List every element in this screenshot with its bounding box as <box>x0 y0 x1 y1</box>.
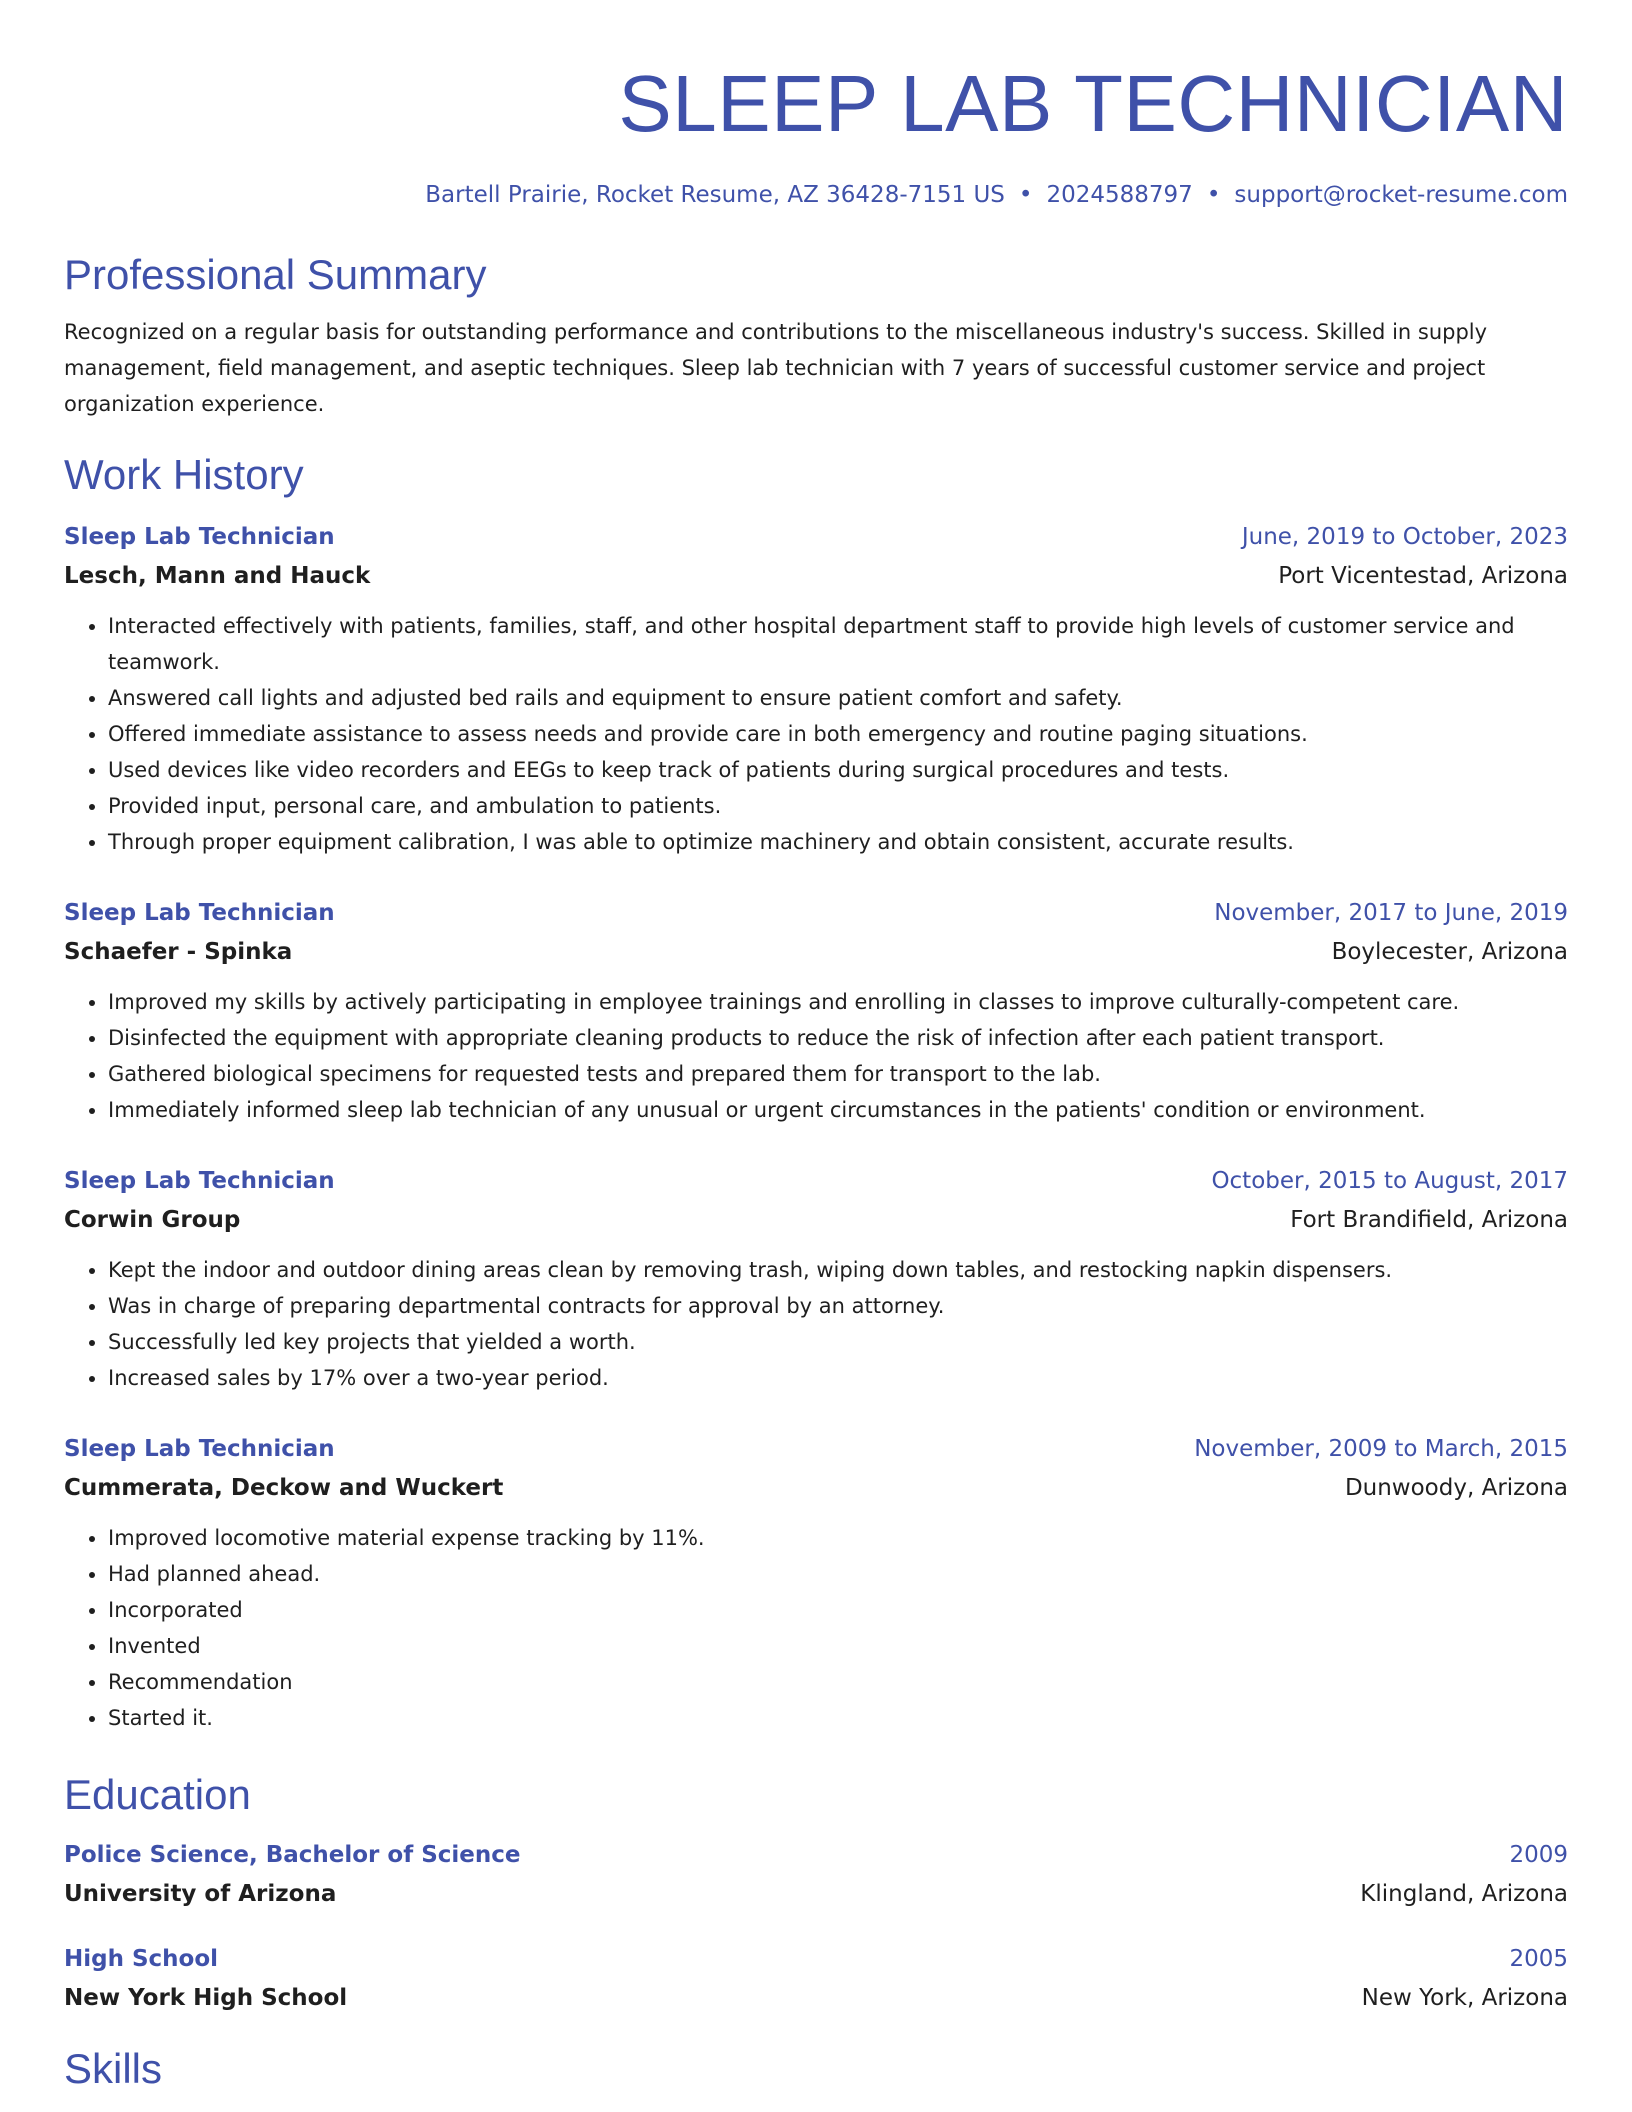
education-year: 2009 <box>1509 1842 1568 1868</box>
education-degree: Police Science, Bachelor of Science <box>64 1842 521 1868</box>
job-bullet: • Increased sales by 17% over a two-year period. <box>108 1360 1568 1396</box>
job-company: Corwin Group <box>64 1207 241 1233</box>
job-bullets <box>64 608 1568 860</box>
contact-separator: • <box>1018 182 1033 208</box>
job-company: Schaefer - Spinka <box>64 939 293 965</box>
job-title: Sleep Lab Technician <box>64 900 335 926</box>
job-bullet: • Invented <box>108 1628 1568 1664</box>
summary-heading: Professional Summary <box>64 251 487 298</box>
job-bullet: • Improved locomotive material expense tracking by 11%. <box>108 1520 1568 1556</box>
job-bullet: • Answered call lights and adjusted bed rails and equipment to ensure patient comfort and safety. <box>108 680 1568 716</box>
contact-separator: • <box>1206 182 1221 208</box>
job-location: Dunwoody, Arizona <box>1344 1475 1568 1501</box>
job-location: Port Vicentestad, Arizona <box>1278 563 1568 589</box>
resume-title: SLEEP LAB TECHNICIAN <box>618 59 1568 148</box>
job-location: Boylecester, Arizona <box>1331 939 1568 965</box>
education-location: New York, Arizona <box>1361 1985 1568 2011</box>
education-school: University of Arizona <box>64 1881 337 1907</box>
job-entry <box>64 518 1568 860</box>
job-entry <box>64 894 1568 1128</box>
education-school: New York High School <box>64 1985 348 2011</box>
summary-text: Recognized on a regular basis for outstanding performance and contributions to the miscellaneous industry's success. Skilled in supply management, field management, and aseptic techniques. Sleep lab technician with 7 years of successful customer service and project organization experience. <box>64 320 1488 416</box>
job-bullet: • Had planned ahead. <box>108 1556 1568 1592</box>
contact-email[interactable]: support@rocket-resume.com <box>1234 182 1568 208</box>
job-bullet: • Improved my skills by actively participating in employee trainings and enrolling in classes to improve culturally-competent care. <box>108 984 1568 1020</box>
job-bullet: • Kept the indoor and outdoor dining areas clean by removing trash, wiping down tables, and restocking napkin dispensers. <box>108 1252 1568 1288</box>
job-bullets <box>64 984 1568 1128</box>
job-dates: November, 2009 to March, 2015 <box>1194 1436 1568 1462</box>
job-dates: November, 2017 to June, 2019 <box>1214 900 1568 926</box>
contact-address: Bartell Prairie, Rocket Resume, AZ 36428-7151 US <box>425 182 1005 208</box>
job-bullet: • Immediately informed sleep lab technician of any unusual or urgent circumstances in the patients' condition or environment. <box>108 1092 1568 1128</box>
education-entry <box>64 1836 1568 1914</box>
education-year: 2005 <box>1509 1946 1568 1972</box>
job-bullet: • Started it. <box>108 1700 1568 1736</box>
job-bullet: • Recommendation <box>108 1664 1568 1700</box>
job-bullet: • Through proper equipment calibration, I was able to optimize machinery and obtain consistent, accurate results. <box>108 824 1568 860</box>
job-company: Cummerata, Deckow and Wuckert <box>64 1475 504 1501</box>
job-bullet: • Incorporated <box>108 1592 1568 1628</box>
job-entry <box>64 1430 1568 1736</box>
education-degree: High School <box>64 1946 219 1972</box>
skills-heading: Skills <box>64 2045 163 2092</box>
job-company: Lesch, Mann and Hauck <box>64 563 371 589</box>
work-history-heading: Work History <box>64 451 304 498</box>
job-bullets <box>64 1520 1568 1736</box>
job-title: Sleep Lab Technician <box>64 1436 335 1462</box>
education-location: Klingland, Arizona <box>1360 1881 1568 1907</box>
job-bullet: • Interacted effectively with patients, families, staff, and other hospital department staff to provide high levels of customer service and teamwork. <box>108 608 1568 680</box>
job-entry <box>64 1162 1568 1396</box>
job-dates: June, 2019 to October, 2023 <box>1241 524 1568 550</box>
contact-line <box>64 180 1568 210</box>
job-bullet: • Disinfected the equipment with appropriate cleaning products to reduce the risk of infection after each patient transport. <box>108 1020 1568 1056</box>
job-bullet: • Offered immediate assistance to assess needs and provide care in both emergency and routine paging situations. <box>108 716 1568 752</box>
job-title: Sleep Lab Technician <box>64 524 335 550</box>
job-title: Sleep Lab Technician <box>64 1168 335 1194</box>
job-dates: October, 2015 to August, 2017 <box>1211 1168 1568 1194</box>
job-bullets <box>64 1252 1568 1396</box>
job-bullet: • Was in charge of preparing departmental contracts for approval by an attorney. <box>108 1288 1568 1324</box>
job-bullet: • Used devices like video recorders and EEGs to keep track of patients during surgical procedures and tests. <box>108 752 1568 788</box>
education-entry <box>64 1940 1568 2018</box>
job-bullet: • Successfully led key projects that yielded a worth. <box>108 1324 1568 1360</box>
contact-phone[interactable]: 2024588797 <box>1046 182 1193 208</box>
education-heading: Education <box>64 1771 251 1818</box>
job-bullet: • Provided input, personal care, and ambulation to patients. <box>108 788 1568 824</box>
job-bullet: • Gathered biological specimens for requested tests and prepared them for transport to the lab. <box>108 1056 1568 1092</box>
job-location: Fort Brandifield, Arizona <box>1290 1207 1568 1233</box>
